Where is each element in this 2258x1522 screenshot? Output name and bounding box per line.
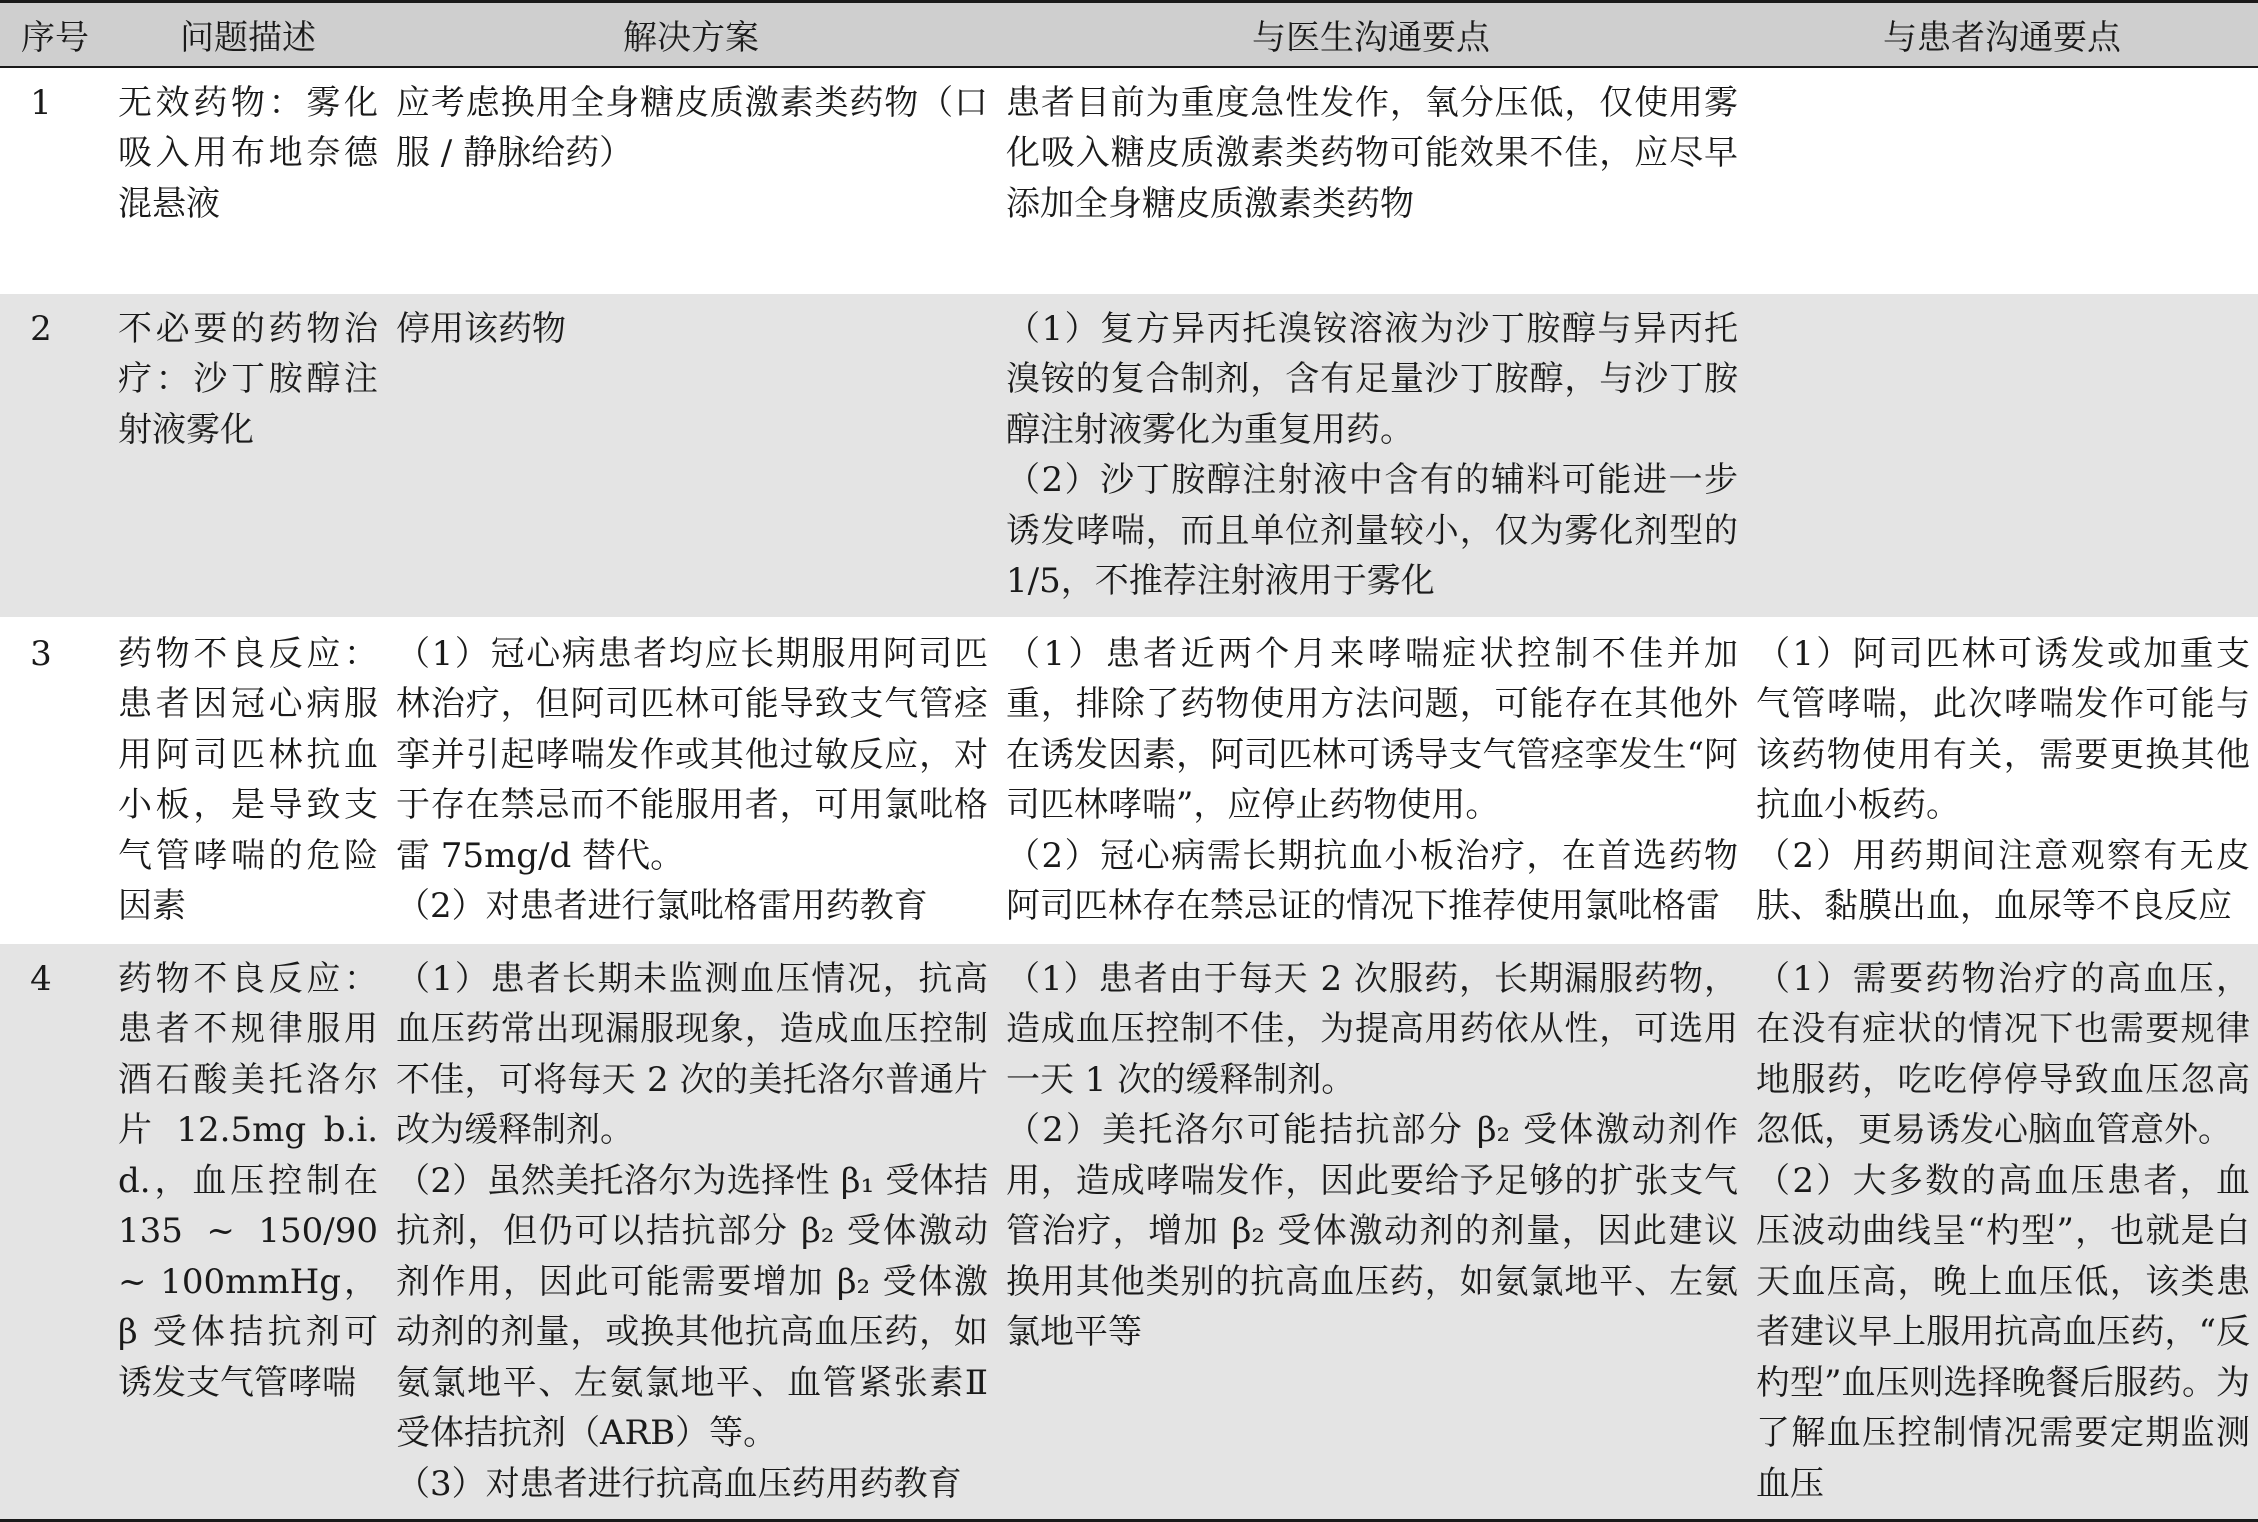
cell-paragraph: 应考虑换用全身糖皮质激素类药物（口服 / 静脉给药）	[396, 82, 988, 173]
header-doctor-points: 与医生沟通要点	[996, 2, 1746, 67]
cell-solution	[386, 943, 996, 1521]
header-solution: 解决方案	[386, 2, 996, 67]
cell-paragraph: （1）复方异丙托溴铵溶液为沙丁胺醇与异丙托溴铵的复合制剂，含有足量沙丁胺醇，与沙丁胺醇注射液雾化为重复用药。	[1006, 308, 1738, 450]
table-row	[0, 943, 2258, 1521]
table-row	[0, 67, 2258, 293]
cell-no: 1	[30, 82, 52, 123]
header-no: 序号	[0, 2, 110, 67]
cell-no: 4	[0, 943, 110, 1521]
cell-paragraph: （1）患者长期未监测血压情况，抗高血压药常出现漏服现象，造成血压控制不佳，可将每天 2 次的美托洛尔普通片改为缓释制剂。	[396, 958, 988, 1150]
cell-solution	[386, 67, 996, 293]
cell-doctor-points	[996, 618, 1746, 943]
cell-paragraph: （3）对患者进行抗高血压药用药教育	[396, 1463, 962, 1504]
cell-doctor-points	[996, 943, 1746, 1521]
cell-problem: 药物不良反应：患者因冠心病服用阿司匹林抗血小板，是导致支气管哮喘的危险因素	[118, 633, 378, 926]
cell-paragraph: （2）美托洛尔可能拮抗部分 β₂ 受体激动剂作用，造成哮喘发作，因此要给予足够的扩张支气管治疗，增加 β₂ 受体激动剂的剂量，因此建议换用其他类别的抗高血压药，如氨氯地平、左氨氯地平等	[1006, 1110, 1738, 1352]
header-patient-points: 与患者沟通要点	[1746, 2, 2258, 67]
table-row	[0, 293, 2258, 618]
cell-patient-points	[1746, 67, 2258, 293]
cell-paragraph: （2）用药期间注意观察有无皮肤、黏膜出血，血尿等不良反应	[1756, 835, 2250, 926]
cell-solution	[386, 618, 996, 943]
cell-paragraph: （2）沙丁胺醇注射液中含有的辅料可能进一步诱发哮喘，而且单位剂量较小，仅为雾化剂型的 1/5，不推荐注射液用于雾化	[1006, 460, 1738, 601]
cell-paragraph: 患者目前为重度急性发作，氧分压低，仅使用雾化吸入糖皮质激素类药物可能效果不佳，应尽早添加全身糖皮质激素类药物	[1006, 82, 1738, 224]
cell-no: 3	[30, 633, 52, 674]
cell-solution	[386, 293, 996, 618]
cell-problem: 无效药物：雾化吸入用布地奈德混悬液	[118, 82, 378, 224]
cell-paragraph: （2）虽然美托洛尔为选择性 β₁ 受体拮抗剂，但仍可以拮抗部分 β₂ 受体激动剂作用，因此可能需要增加 β₂ 受体激动剂的剂量，或换其他抗高血压药，如氨氯地平、左氨氯地平、血管紧张素Ⅱ受体拮抗剂（ARB）等。	[396, 1160, 988, 1453]
cell-paragraph: （1）冠心病患者均应长期服用阿司匹林治疗，但阿司匹林可能导致支气管痉挛并引起哮喘发作或其他过敏反应，对于存在禁忌而不能服用者，可用氯吡格雷 75mg/d 替代。	[396, 633, 988, 876]
table-header	[0, 2, 2258, 67]
cell-patient-points	[1746, 943, 2258, 1521]
cell-paragraph: （1）患者近两个月来哮喘症状控制不佳并加重，排除了药物使用方法问题，可能存在其他外在诱发因素，阿司匹林可诱导支气管痉挛发生“阿司匹林哮喘”，应停止药物使用。	[1006, 633, 1738, 825]
cell-doctor-points	[996, 67, 1746, 293]
cell-paragraph: （1）需要药物治疗的高血压，在没有症状的情况下也需要规律地服药，吃吃停停导致血压忽高忽低，更易诱发心脑血管意外。	[1756, 958, 2250, 1150]
header-problem: 问题描述	[110, 2, 386, 67]
cell-paragraph: （2）对患者进行氯吡格雷用药教育	[396, 886, 928, 926]
table-row	[0, 618, 2258, 943]
cell-doctor-points	[996, 293, 1746, 618]
cell-no: 2	[30, 308, 52, 349]
cell-patient-points	[1746, 293, 2258, 618]
cell-paragraph: 停用该药物	[396, 308, 566, 349]
cell-paragraph: （1）阿司匹林可诱发或加重支气管哮喘，此次哮喘发作可能与该药物使用有关，需要更换其他抗血小板药。	[1756, 633, 2250, 825]
cell-patient-points	[1746, 618, 2258, 943]
cell-paragraph: （1）患者由于每天 2 次服药，长期漏服药物，造成血压控制不佳，为提高用药依从性，可选用一天 1 次的缓释制剂。	[1006, 958, 1738, 1100]
cell-problem: 不必要的药物治疗：沙丁胺醇注射液雾化	[118, 308, 378, 450]
cell-paragraph: （2）大多数的高血压患者，血压波动曲线呈“杓型”，也就是白天血压高，晚上血压低，该类患者建议早上服用抗高血压药，“反杓型”血压则选择晚餐后服药。为了解血压控制情况需要定期监测血压	[1756, 1160, 2250, 1504]
cell-problem: 药物不良反应：患者不规律服用酒石酸美托洛尔片 12.5mg b.i.d.，血压控制在 135 ~ 150/90 ~ 100mmHg，β 受体拮抗剂可诱发支气管哮喘	[110, 943, 386, 1521]
cell-paragraph: （2）冠心病需长期抗血小板治疗，在首选药物阿司匹林存在禁忌证的情况下推荐使用氯吡格雷	[1006, 835, 1738, 926]
